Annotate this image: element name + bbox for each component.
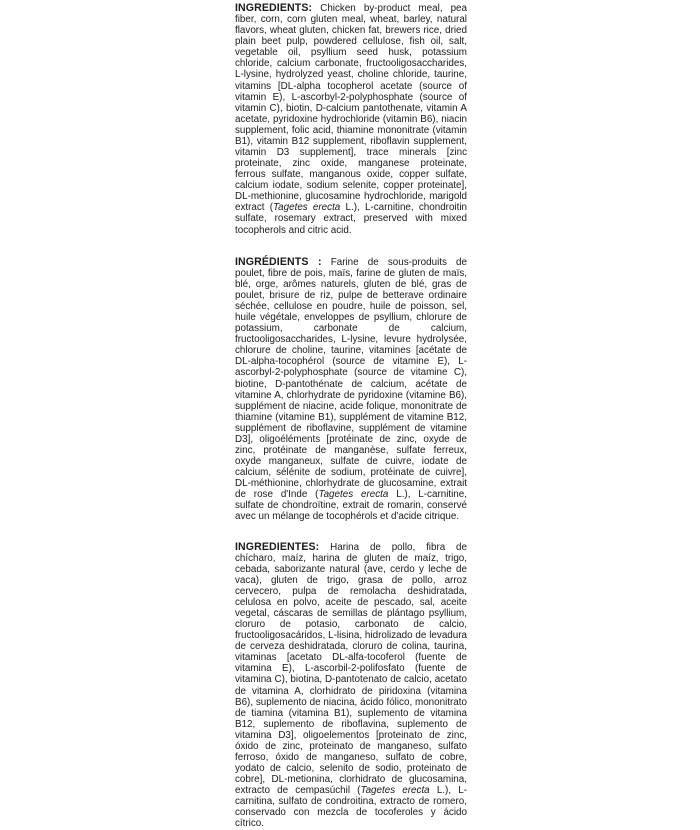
ingredients-english — [235, 3, 467, 236]
ingredients-label — [235, 3, 467, 830]
heading-spanish: INGREDIENTES: — [235, 540, 320, 553]
ingredients-french — [235, 257, 467, 523]
ingredients-english-part-1: Chicken by-product meal, pea fiber, corn, corn gluten meal, wheat, barley, natural flavors, wheat gluten, chicken fat, brewers rice, dried plain beet pulp, powdered cellulose, fish oil, salt, vegetable oil, psyllium seed husk, potassium chloride, calcium carbonate, fructooligosaccharides, L-lysine, hydrolyzed yeast, choline chloride, taurine, vitamins [DL-alpha tocopherol acetate (source of vitamin E), L-ascorbyl-2-polyphosphate (source of vitamin C), biotin, D-calcium pantothenate, vitamin A acetate, pyridoxine hydrochloride (vitamin B6), niacin supplement, folic acid, thiamine mononitrate (vitamin B1), vitamin B12 supplement, riboflavin supplement, vitamin D3 supplement], trace minerals [zinc proteinate, zinc oxide, manganese proteinate, ferrous sulfate, manganous oxide, copper sulfate, calcium iodate, sodium selenite, copper proteinate], DL-methionine, glucosamine hydrochloride, marigold extract ( — [235, 3, 467, 214]
ingredients-spanish-part-1: Harina de pollo, fibra de chícharo, maíz, harina de gluten de maíz, trigo, cebada, saborizante natural (ave, cerdo y leche de vaca), gluten de trigo, grasa de pollo, arroz cervecero, pulpa de remolacha deshidratada, celulosa en polvo, aceite de pescado, sal, aceite vegetal, cáscaras de semillas de plántago psyllium, cloruro de potasio, carbonato de calcio, fructooligosacáridos, L-lisina, hidrolizado de levadura de cerveza deshidratada, cloruro de colina, taurina, vitaminas [acetato DL-alfa-tocoferol (fuente de vitamina E), L-ascorbil-2-polifosfato (fuente de vitamina C), biotina, D-pantotenato de calcio, acetato de vitamina A, clorhidrato de piridoxina (vitamina B6), suplemento de niacina, ácido fólico, mononitrato de tiamina (vitamina B1), suplemento de vitamina B12, suplemento de riboflavina, suplemento de vitamina D3], oligoelementos [proteinato de zinc, óxido de zinc, proteinato de manganeso, sulfato ferroso, óxido de manganeso, sulfato de cobre, yodato de calcio, selenito de sodio, proteinato de cobre], DL-metionina, clorhidrato de glucosamina, extracto de cempasúchil ( — [235, 541, 467, 797]
ingredients-spanish — [235, 542, 467, 830]
ingredients-spanish-part-2: L.), L-carnitina, sulfato de condroitina, extracto de romero, conservado con mezcla de tocoferoles y ácido cítrico. — [235, 785, 467, 830]
ingredients-text-spanish — [235, 542, 467, 830]
species-name-english: Tagetes erecta — [273, 202, 341, 214]
ingredients-english-part-2: L.), L-carnitine, chondroitin sulfate, rosemary extract, preserved with mixed tocopherols and citric acid. — [235, 202, 468, 236]
species-name-french: Tagetes erecta — [318, 489, 389, 501]
heading-english: INGREDIENTS: — [235, 2, 313, 14]
species-name-spanish: Tagetes erecta — [360, 785, 430, 797]
ingredients-text-english — [235, 3, 467, 236]
heading-french: INGRÉDIENTS : — [235, 255, 322, 268]
ingredients-french-part-1: Farine de sous-produits de poulet, fibre de pois, maïs, farine de gluten de maïs, blé, orge, arômes naturels, gluten de blé, gras de poulet, brisure de riz, pulpe de betterave ordinaire séchée, cellulose en poudre, huile de poisson, sel, huile végétale, enveloppes de psyllium, chlorure de potassium, carbonate de calcium, fructooligosaccharides, L-lysine, levure hydrolysée, chlorure de choline, taurine, vitamines [acétate de DL-alpha-tocophérol (source de vitamine E), L-ascorbyl-2-polyphosphate (source de vitamine C), biotine, D-pantothénate de calcium, acétate de vitamine A, chlorhydrate de pyridoxine (vitamine B6), supplément de niacine, acide folique, mononitrate de thiamine (vitamine B1), supplément de vitamine B12, supplément de riboflavine, supplément de vitamine D3], oligoéléments [protéinate de zinc, oxyde de zinc, protéinate de manganèse, sulfate ferreux, oxyde manganeux, sulfate de cuivre, iodate de calcium, sélénite de sodium, protéinate de cuivre], DL-méthionine, chlorhydrate de glucosamine, extrait de rose d'Inde ( — [235, 256, 467, 501]
ingredients-text-french — [235, 257, 467, 523]
ingredients-french-part-2: L.), L-carnitine, sulfate de chondroïtine, extrait de romarin, conservé avec un mélange de tocophérols et d'acide citrique. — [235, 489, 467, 523]
